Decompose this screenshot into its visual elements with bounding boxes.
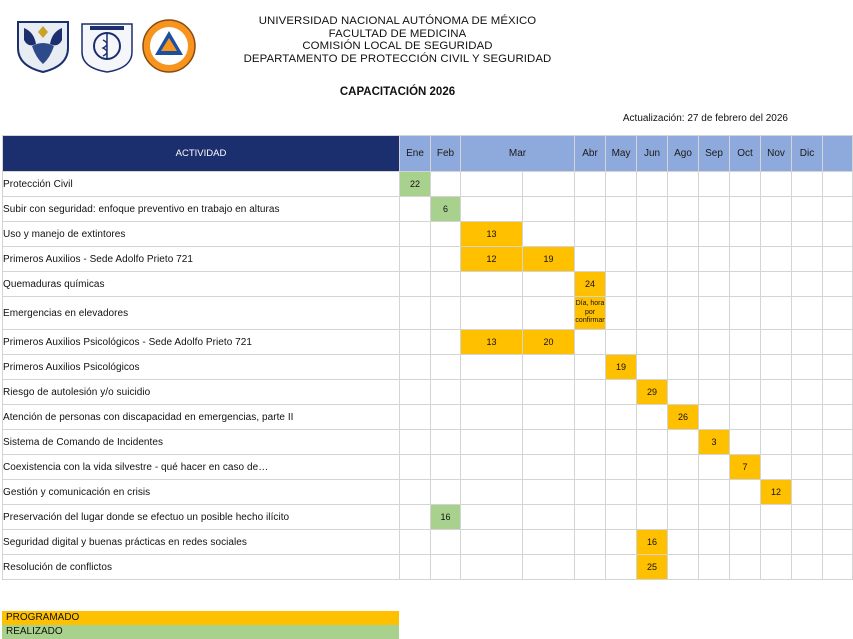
date-value: 26 xyxy=(678,412,689,422)
empty-cell xyxy=(761,530,792,555)
empty-cell xyxy=(699,405,730,430)
empty-cell xyxy=(730,197,761,222)
institution-header xyxy=(230,15,565,65)
empty-cell xyxy=(461,355,523,380)
legend-programado: PROGRAMADO xyxy=(2,611,399,625)
empty-cell xyxy=(699,197,730,222)
schedule-row xyxy=(3,172,853,197)
empty-cell xyxy=(823,272,853,297)
empty-cell xyxy=(699,297,730,330)
page-title: CAPACITACIÓN 2026 xyxy=(339,86,456,98)
empty-cell xyxy=(461,505,523,530)
header-line: FACULTAD DE MEDICINA xyxy=(328,27,467,40)
schedule-date-cell xyxy=(575,297,606,330)
empty-cell xyxy=(823,330,853,355)
empty-cell xyxy=(523,197,575,222)
empty-cell xyxy=(400,555,431,580)
schedule-date-cell xyxy=(668,405,699,430)
empty-cell xyxy=(606,330,637,355)
logos xyxy=(14,18,199,74)
empty-cell xyxy=(400,197,431,222)
empty-cell xyxy=(461,380,523,405)
month-header-oct: Oct xyxy=(730,136,761,172)
empty-cell xyxy=(431,247,461,272)
empty-cell xyxy=(461,480,523,505)
empty-cell xyxy=(461,555,523,580)
empty-cell xyxy=(431,380,461,405)
empty-cell xyxy=(823,505,853,530)
schedule-row xyxy=(3,380,853,405)
empty-cell xyxy=(792,297,823,330)
schedule-date-cell xyxy=(637,380,668,405)
header-line: DEPARTAMENTO DE PROTECCIÓN CIVIL Y SEGURIDAD xyxy=(243,52,552,65)
empty-cell xyxy=(523,480,575,505)
month-header-ago: Ago xyxy=(668,136,699,172)
schedule-date-cell xyxy=(523,330,575,355)
date-value: Día, hora por confirmar xyxy=(575,300,605,325)
empty-cell xyxy=(461,405,523,430)
empty-cell xyxy=(637,247,668,272)
date-value: 12 xyxy=(486,254,497,264)
schedule-row xyxy=(3,355,853,380)
date-value: 24 xyxy=(585,279,596,289)
empty-cell xyxy=(823,555,853,580)
empty-cell xyxy=(637,480,668,505)
empty-cell xyxy=(761,505,792,530)
empty-cell xyxy=(637,272,668,297)
activity-name: Quemaduras químicas xyxy=(3,272,400,297)
empty-cell xyxy=(461,530,523,555)
empty-cell xyxy=(575,455,606,480)
empty-cell xyxy=(400,455,431,480)
empty-cell xyxy=(400,530,431,555)
empty-cell xyxy=(461,297,523,330)
empty-cell xyxy=(699,272,730,297)
date-value: 22 xyxy=(409,179,420,189)
schedule-date-cell xyxy=(461,222,523,247)
empty-cell xyxy=(761,355,792,380)
empty-cell xyxy=(606,455,637,480)
empty-cell xyxy=(461,272,523,297)
empty-cell xyxy=(730,430,761,455)
training-schedule-table xyxy=(2,135,853,580)
empty-cell xyxy=(431,530,461,555)
empty-cell xyxy=(523,430,575,455)
empty-cell xyxy=(761,430,792,455)
empty-cell xyxy=(523,380,575,405)
activity-name: Resolución de conflictos xyxy=(3,555,400,580)
activity-name: Coexistencia con la vida silvestre - qué hacer en caso de… xyxy=(3,455,400,480)
empty-cell xyxy=(730,530,761,555)
empty-cell xyxy=(699,505,730,530)
empty-cell xyxy=(431,355,461,380)
month-header-may: May xyxy=(606,136,637,172)
date-value: 12 xyxy=(771,487,782,497)
schedule-row xyxy=(3,272,853,297)
empty-cell xyxy=(431,555,461,580)
date-value: 3 xyxy=(711,437,717,447)
empty-cell xyxy=(699,455,730,480)
empty-cell xyxy=(668,555,699,580)
empty-cell xyxy=(699,355,730,380)
schedule-row xyxy=(3,455,853,480)
empty-cell xyxy=(431,405,461,430)
empty-cell xyxy=(792,172,823,197)
empty-cell xyxy=(792,222,823,247)
schedule-date-cell xyxy=(699,430,730,455)
empty-cell xyxy=(730,380,761,405)
month-header-sep: Sep xyxy=(699,136,730,172)
empty-cell xyxy=(761,222,792,247)
empty-cell xyxy=(575,555,606,580)
empty-cell xyxy=(668,380,699,405)
empty-cell xyxy=(792,272,823,297)
empty-cell xyxy=(400,505,431,530)
empty-cell xyxy=(575,247,606,272)
empty-cell xyxy=(730,330,761,355)
schedule-date-cell xyxy=(461,247,523,272)
empty-cell xyxy=(730,355,761,380)
activity-name: Primeros Auxilios Psicológicos - Sede Adolfo Prieto 721 xyxy=(3,330,400,355)
empty-cell xyxy=(823,530,853,555)
empty-cell xyxy=(761,247,792,272)
schedule-row xyxy=(3,505,853,530)
empty-cell xyxy=(823,405,853,430)
schedule-date-cell xyxy=(461,330,523,355)
empty-cell xyxy=(400,430,431,455)
empty-cell xyxy=(400,380,431,405)
empty-cell xyxy=(523,530,575,555)
empty-cell xyxy=(606,222,637,247)
empty-cell xyxy=(523,222,575,247)
empty-cell xyxy=(400,355,431,380)
activity-name: Primeros Auxilios - Sede Adolfo Prieto 721 xyxy=(3,247,400,272)
empty-cell xyxy=(730,222,761,247)
schedule-row xyxy=(3,480,853,505)
empty-cell xyxy=(606,247,637,272)
header-line: UNIVERSIDAD NACIONAL AUTÓNOMA DE MÉXICO xyxy=(258,15,537,27)
empty-cell xyxy=(699,222,730,247)
empty-cell xyxy=(637,505,668,530)
empty-cell xyxy=(400,247,431,272)
empty-cell xyxy=(575,222,606,247)
empty-cell xyxy=(699,530,730,555)
empty-cell xyxy=(431,455,461,480)
date-value: 13 xyxy=(486,337,497,347)
empty-cell xyxy=(792,530,823,555)
empty-cell xyxy=(823,455,853,480)
empty-cell xyxy=(792,555,823,580)
empty-cell xyxy=(792,247,823,272)
empty-cell xyxy=(575,172,606,197)
schedule-date-cell xyxy=(575,272,606,297)
empty-cell xyxy=(823,222,853,247)
date-value: 7 xyxy=(742,462,748,472)
date-value: 29 xyxy=(647,387,658,397)
activity-name: Primeros Auxilios Psicológicos xyxy=(3,355,400,380)
empty-cell xyxy=(461,455,523,480)
empty-cell xyxy=(730,297,761,330)
schedule-date-cell xyxy=(637,530,668,555)
legend-realizado: REALIZADO xyxy=(2,625,399,639)
empty-cell xyxy=(400,222,431,247)
empty-cell xyxy=(761,330,792,355)
empty-cell xyxy=(699,172,730,197)
empty-cell xyxy=(730,247,761,272)
empty-cell xyxy=(792,197,823,222)
schedule-row xyxy=(3,555,853,580)
empty-cell xyxy=(637,430,668,455)
empty-cell xyxy=(606,405,637,430)
empty-cell xyxy=(668,505,699,530)
empty-cell xyxy=(761,380,792,405)
empty-cell xyxy=(606,172,637,197)
empty-cell xyxy=(668,272,699,297)
empty-cell xyxy=(823,380,853,405)
empty-cell xyxy=(523,555,575,580)
empty-cell xyxy=(668,355,699,380)
empty-cell xyxy=(761,455,792,480)
empty-cell xyxy=(637,172,668,197)
empty-cell xyxy=(668,297,699,330)
activity-name: Subir con seguridad: enfoque preventivo en trabajo en alturas xyxy=(3,197,400,222)
empty-cell xyxy=(823,172,853,197)
empty-cell xyxy=(606,380,637,405)
empty-cell xyxy=(699,247,730,272)
empty-cell xyxy=(792,455,823,480)
empty-cell xyxy=(461,430,523,455)
empty-cell xyxy=(523,297,575,330)
empty-cell xyxy=(431,272,461,297)
empty-cell xyxy=(637,222,668,247)
schedule-date-cell xyxy=(523,247,575,272)
activity-name: Sistema de Comando de Incidentes xyxy=(3,430,400,455)
schedule-date-cell xyxy=(606,355,637,380)
empty-cell xyxy=(637,297,668,330)
month-header-feb: Feb xyxy=(431,136,461,172)
month-header-abr: Abr xyxy=(575,136,606,172)
empty-cell xyxy=(400,405,431,430)
empty-cell xyxy=(823,355,853,380)
empty-cell xyxy=(730,555,761,580)
empty-cell xyxy=(792,355,823,380)
empty-cell xyxy=(792,505,823,530)
empty-cell xyxy=(792,480,823,505)
month-header-nov: Nov xyxy=(761,136,792,172)
empty-cell xyxy=(699,380,730,405)
empty-cell xyxy=(730,505,761,530)
empty-cell xyxy=(606,555,637,580)
empty-cell xyxy=(792,380,823,405)
activity-name: Preservación del lugar donde se efectuo un posible hecho ilícito xyxy=(3,505,400,530)
schedule-date-cell xyxy=(400,172,431,197)
empty-cell xyxy=(699,555,730,580)
empty-cell xyxy=(523,455,575,480)
empty-cell xyxy=(606,505,637,530)
date-value: 16 xyxy=(647,537,658,547)
empty-cell xyxy=(668,430,699,455)
proteccion-civil-logo xyxy=(141,18,197,74)
activity-name: Seguridad digital y buenas prácticas en redes sociales xyxy=(3,530,400,555)
empty-cell xyxy=(730,272,761,297)
empty-cell xyxy=(637,455,668,480)
schedule-date-cell xyxy=(431,505,461,530)
empty-cell xyxy=(606,530,637,555)
empty-cell xyxy=(761,555,792,580)
empty-cell xyxy=(400,272,431,297)
empty-cell xyxy=(761,405,792,430)
facultad-de-medicina-logo xyxy=(76,18,138,74)
empty-cell xyxy=(575,505,606,530)
schedule-date-cell xyxy=(730,455,761,480)
empty-cell xyxy=(761,272,792,297)
empty-cell xyxy=(792,330,823,355)
empty-cell xyxy=(823,197,853,222)
month-header-jun: Jun xyxy=(637,136,668,172)
month-header-dic: Dic xyxy=(792,136,823,172)
empty-cell xyxy=(668,455,699,480)
activity-name: Emergencias en elevadores xyxy=(3,297,400,330)
date-value: 20 xyxy=(543,337,554,347)
empty-cell xyxy=(575,405,606,430)
empty-cell xyxy=(431,297,461,330)
schedule-row xyxy=(3,222,853,247)
empty-cell xyxy=(606,197,637,222)
empty-cell xyxy=(606,272,637,297)
date-value: 19 xyxy=(616,362,627,372)
table-header-row xyxy=(3,136,853,172)
empty-cell xyxy=(431,172,461,197)
empty-cell xyxy=(730,172,761,197)
empty-cell xyxy=(761,297,792,330)
empty-cell xyxy=(668,197,699,222)
schedule-row xyxy=(3,247,853,272)
empty-cell xyxy=(400,330,431,355)
empty-cell xyxy=(761,172,792,197)
activity-name: Atención de personas con discapacidad en emergencias, parte II xyxy=(3,405,400,430)
activity-name: Protección Civil xyxy=(3,172,400,197)
schedule-row xyxy=(3,197,853,222)
empty-cell xyxy=(668,530,699,555)
empty-cell xyxy=(699,480,730,505)
date-value: 6 xyxy=(442,204,448,214)
empty-cell xyxy=(699,330,730,355)
empty-cell xyxy=(523,405,575,430)
empty-cell xyxy=(823,430,853,455)
empty-cell xyxy=(823,297,853,330)
empty-cell xyxy=(575,355,606,380)
empty-cell xyxy=(823,247,853,272)
empty-cell xyxy=(606,297,637,330)
empty-cell xyxy=(523,172,575,197)
empty-cell xyxy=(668,330,699,355)
empty-cell xyxy=(668,247,699,272)
schedule-date-cell xyxy=(431,197,461,222)
schedule-row xyxy=(3,530,853,555)
empty-cell xyxy=(792,430,823,455)
activity-header: ACTIVIDAD xyxy=(3,136,400,172)
empty-cell xyxy=(523,272,575,297)
empty-cell xyxy=(637,405,668,430)
empty-cell xyxy=(400,480,431,505)
empty-cell xyxy=(400,297,431,330)
empty-cell xyxy=(575,530,606,555)
month-header-blank xyxy=(823,136,853,172)
empty-cell xyxy=(575,380,606,405)
empty-cell xyxy=(668,172,699,197)
empty-cell xyxy=(461,197,523,222)
empty-cell xyxy=(431,430,461,455)
schedule-row xyxy=(3,297,853,330)
month-header-mar: Mar xyxy=(461,136,575,172)
date-value: 13 xyxy=(486,229,497,239)
empty-cell xyxy=(431,330,461,355)
unam-crest-logo xyxy=(14,18,72,74)
empty-cell xyxy=(730,405,761,430)
empty-cell xyxy=(792,405,823,430)
update-date: Actualización: 27 de febrero del 2026 xyxy=(622,113,788,124)
date-value: 19 xyxy=(543,254,554,264)
schedule-row xyxy=(3,330,853,355)
empty-cell xyxy=(637,197,668,222)
activity-name: Gestión y comunicación en crisis xyxy=(3,480,400,505)
empty-cell xyxy=(461,172,523,197)
empty-cell xyxy=(575,197,606,222)
date-value: 16 xyxy=(440,512,451,522)
schedule-row xyxy=(3,405,853,430)
activity-name: Uso y manejo de extintores xyxy=(3,222,400,247)
empty-cell xyxy=(575,480,606,505)
empty-cell xyxy=(431,222,461,247)
empty-cell xyxy=(730,480,761,505)
empty-cell xyxy=(761,197,792,222)
schedule-date-cell xyxy=(761,480,792,505)
empty-cell xyxy=(637,355,668,380)
empty-cell xyxy=(523,355,575,380)
empty-cell xyxy=(823,480,853,505)
schedule-body xyxy=(3,172,853,580)
empty-cell xyxy=(575,430,606,455)
header-line: COMISIÓN LOCAL DE SEGURIDAD xyxy=(302,40,493,53)
empty-cell xyxy=(606,480,637,505)
empty-cell xyxy=(668,222,699,247)
date-value: 25 xyxy=(647,562,658,572)
empty-cell xyxy=(431,480,461,505)
empty-cell xyxy=(606,430,637,455)
activity-name: Riesgo de autolesión y/o suicidio xyxy=(3,380,400,405)
schedule-date-cell xyxy=(637,555,668,580)
schedule-row xyxy=(3,430,853,455)
empty-cell xyxy=(668,480,699,505)
month-header-ene: Ene xyxy=(400,136,431,172)
empty-cell xyxy=(523,505,575,530)
empty-cell xyxy=(637,330,668,355)
empty-cell xyxy=(575,330,606,355)
